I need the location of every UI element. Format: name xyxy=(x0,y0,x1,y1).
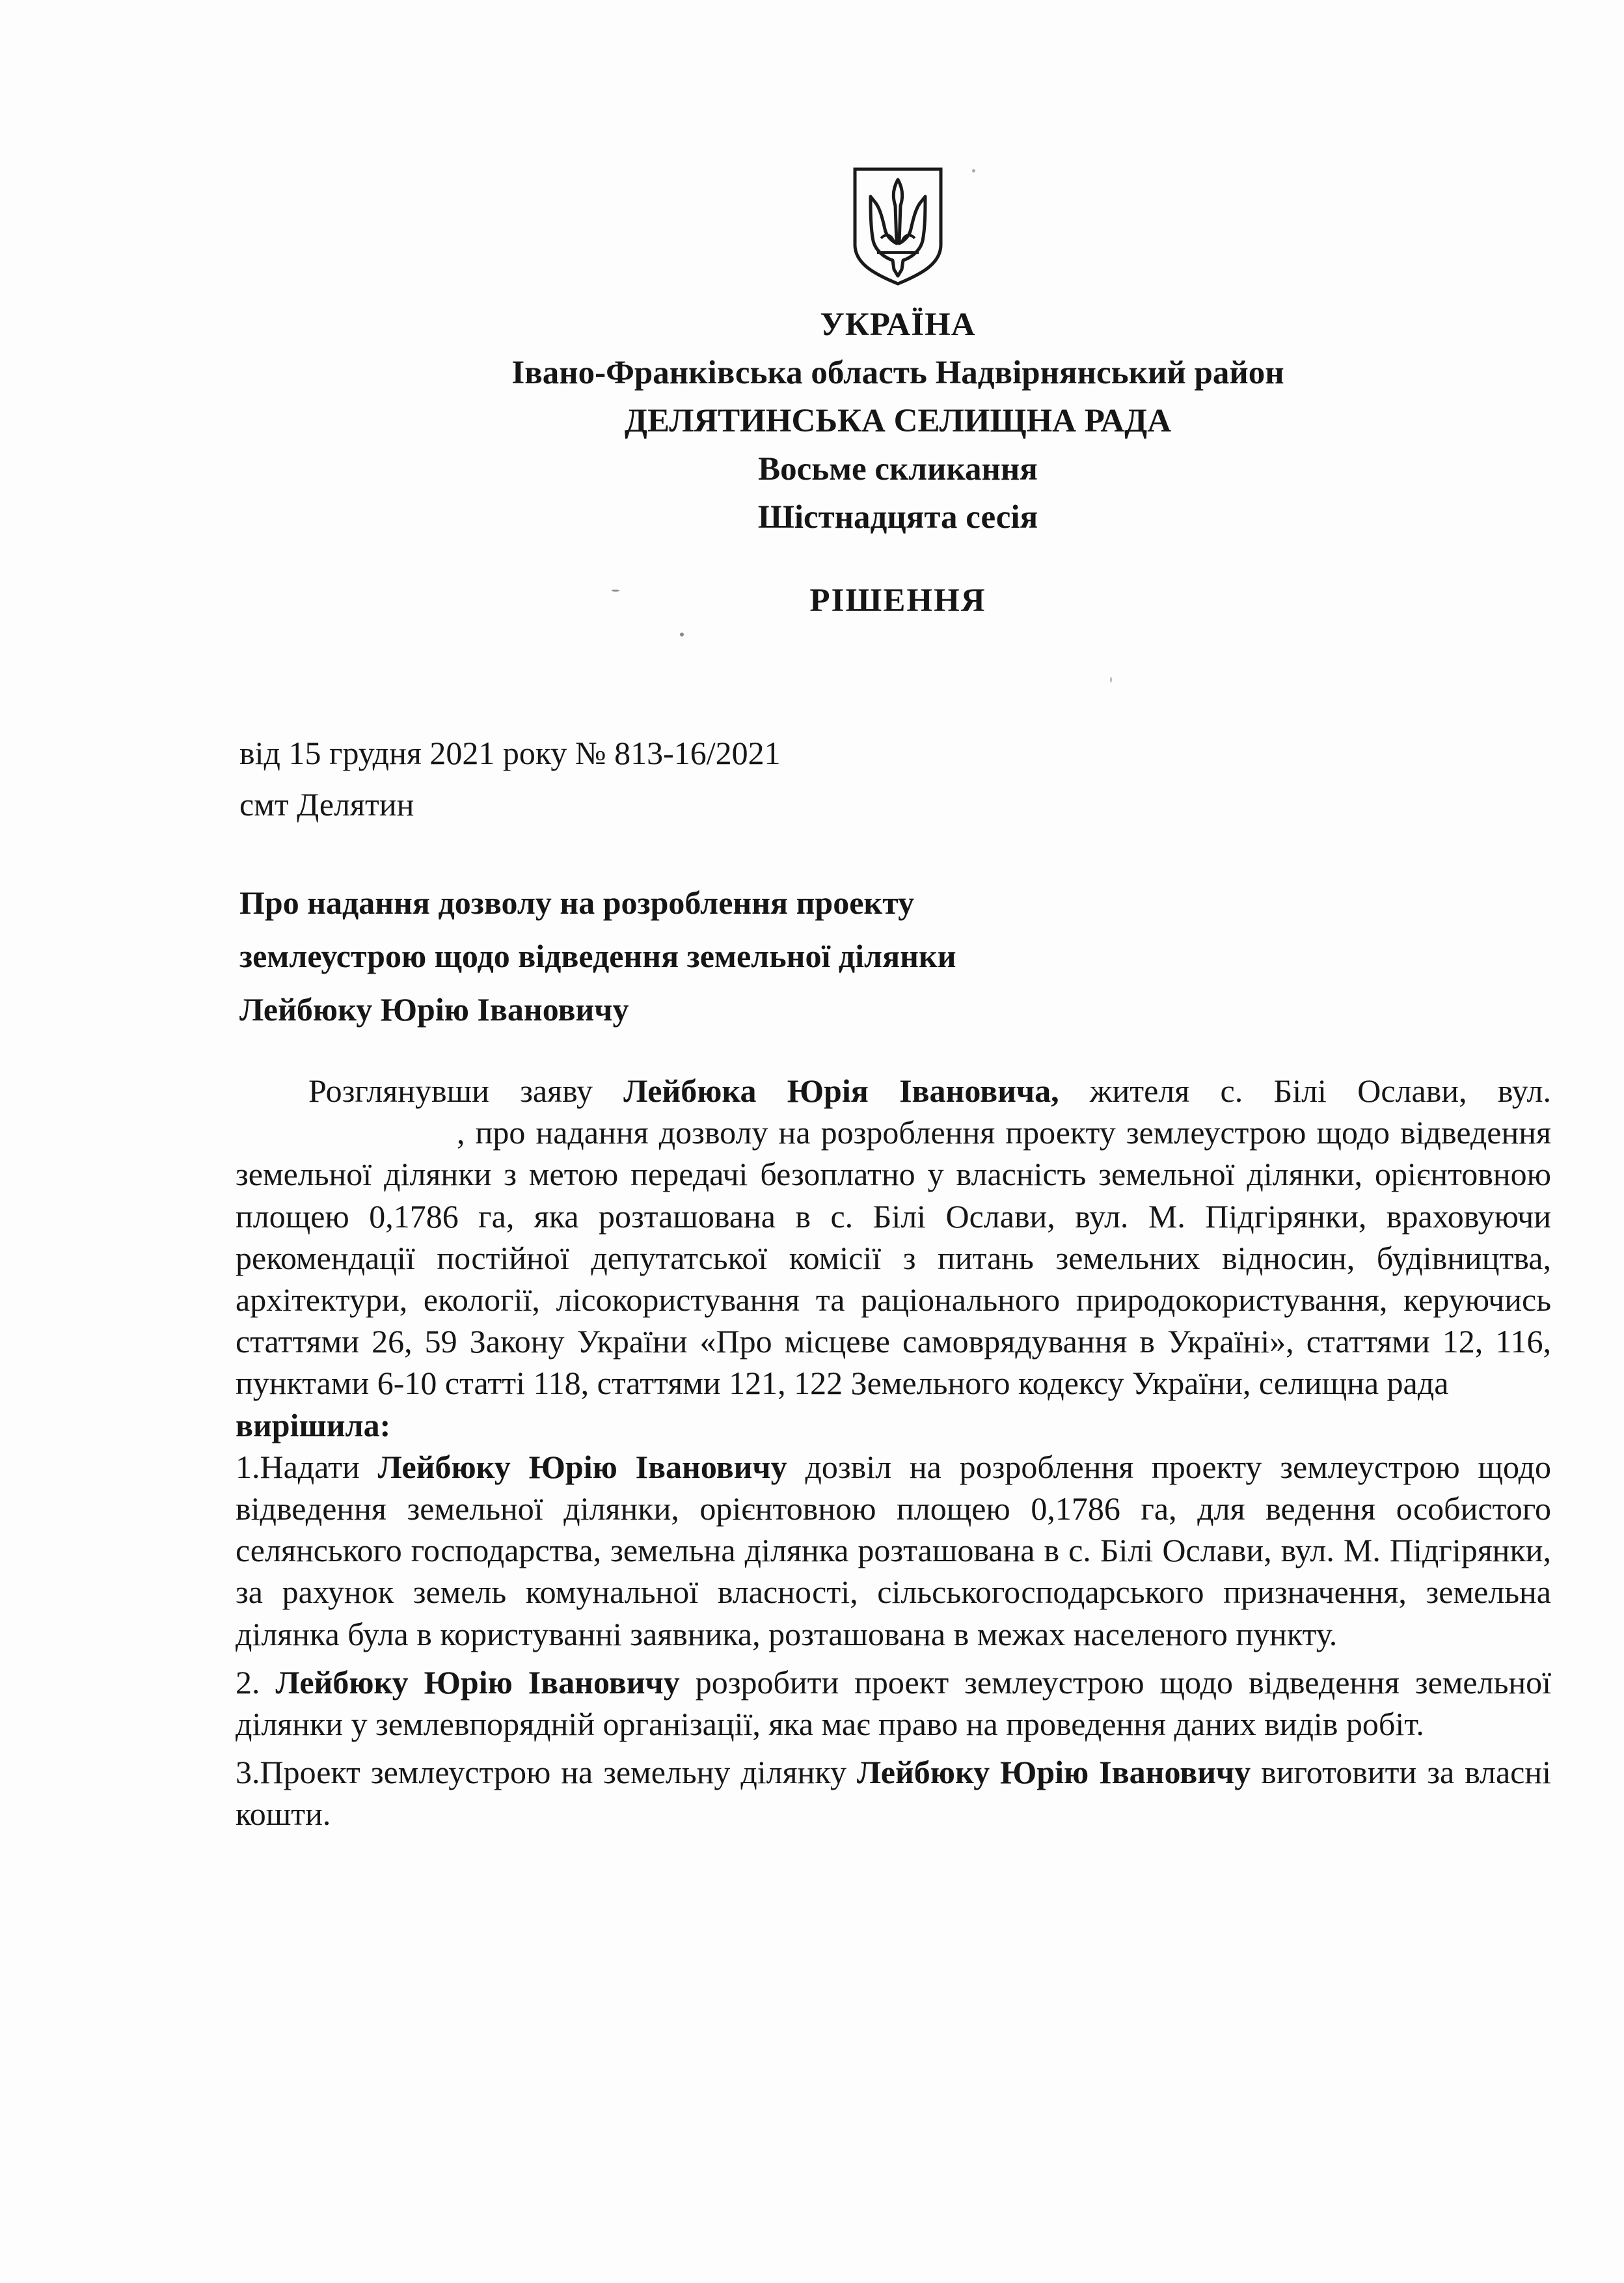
scan-speck xyxy=(972,169,975,172)
decision-item-3 xyxy=(236,1751,1551,1835)
scan-speck xyxy=(680,633,684,636)
header-session: Шістнадцята сесія xyxy=(757,499,1038,536)
preamble-text: Розглянувши заяву xyxy=(308,1073,624,1109)
document-type-title: РІШЕННЯ xyxy=(809,582,986,619)
date-and-number: від 15 грудня 2021 року № 813-16/2021 xyxy=(239,735,781,771)
document-header xyxy=(260,301,1536,625)
decision-body xyxy=(236,1070,1551,1835)
coat-of-arms-icon xyxy=(851,165,945,286)
header-convocation: Восьме скликання xyxy=(758,451,1038,487)
item-text: 1.Надати xyxy=(236,1448,378,1485)
decision-item-1 xyxy=(236,1446,1551,1655)
applicant-name: Лейбюка Юрія Івановича, xyxy=(623,1073,1059,1109)
item-text: розробити проект землеустрою щодо відведення земельної ділянки у землевпорядній організації, яка має право на проведення даних видів робіт. xyxy=(236,1663,1552,1743)
item-text: 2. xyxy=(236,1663,276,1701)
item-text: виготовити за власні кошти. xyxy=(236,1754,1552,1833)
document-meta xyxy=(239,728,781,830)
preamble-text: , про надання дозволу на розроблення проекту землеустрою щодо відведення земельної ділянки з метою передачі безоплатно у власність земельної ділянки, орієнтовною площею 0,1786 га, яка розташована в с. Білі Ослави, вул. М. Підгірянки, враховуючи рекомендації постійної депутатської комісії з питань земельних відносин, будівництва, архітектури, екології, лісокористування та раціонального природокористування, керуючись статтями 26, 59 Закону України «Про місцеве самоврядування в Україні», статтями 12, 116, пунктами 6-10 статті 118, статтями 121, 122 Земельного кодексу України, селищна рада xyxy=(236,1114,1551,1402)
item-text: 3.Проект землеустрою на земельну ділянку xyxy=(236,1754,857,1791)
applicant-name: Лейбюку Юрію Івановичу xyxy=(856,1754,1251,1791)
scan-speck xyxy=(612,590,619,592)
header-council: ДЕЛЯТИНСЬКА СЕЛИЩНА РАДА xyxy=(624,403,1172,439)
subject-line-3: Лейбюку Юрію Івановичу xyxy=(239,991,629,1028)
place: смт Делятин xyxy=(239,786,414,823)
item-text: дозвіл на розроблення проекту землеустрою щодо відведення земельної ділянки, орієнтовною площею 0,1786 га, для ведення особистого селянського господарства, земельна ділянка розташована в с. Білі Ослави, вул. М. Підгірянки, за рахунок земель комунальної власності, сільськогосподарського призначення, земельна ділянка була в користуванні заявника, розташована в межах населеного пункту. xyxy=(236,1448,1552,1652)
subject-line-2: землеустрою щодо відведення земельної ділянки xyxy=(239,938,956,974)
decision-item-2 xyxy=(236,1661,1551,1745)
decided-label: вирішила: xyxy=(236,1406,391,1443)
applicant-name: Лейбюку Юрію Івановичу xyxy=(275,1663,680,1701)
decision-subject xyxy=(239,876,956,1036)
header-country: УКРАЇНА xyxy=(820,307,976,343)
preamble-text: жителя с. Білі Ослави, вул. xyxy=(1059,1073,1551,1109)
scan-speck xyxy=(1110,677,1112,683)
preamble-paragraph xyxy=(236,1070,1551,1404)
applicant-name: Лейбюку Юрію Івановичу xyxy=(377,1448,787,1485)
subject-line-1: Про надання дозволу на розроблення проекту xyxy=(239,884,915,921)
header-region: Івано-Франківська область Надвірнянський район xyxy=(511,355,1284,391)
